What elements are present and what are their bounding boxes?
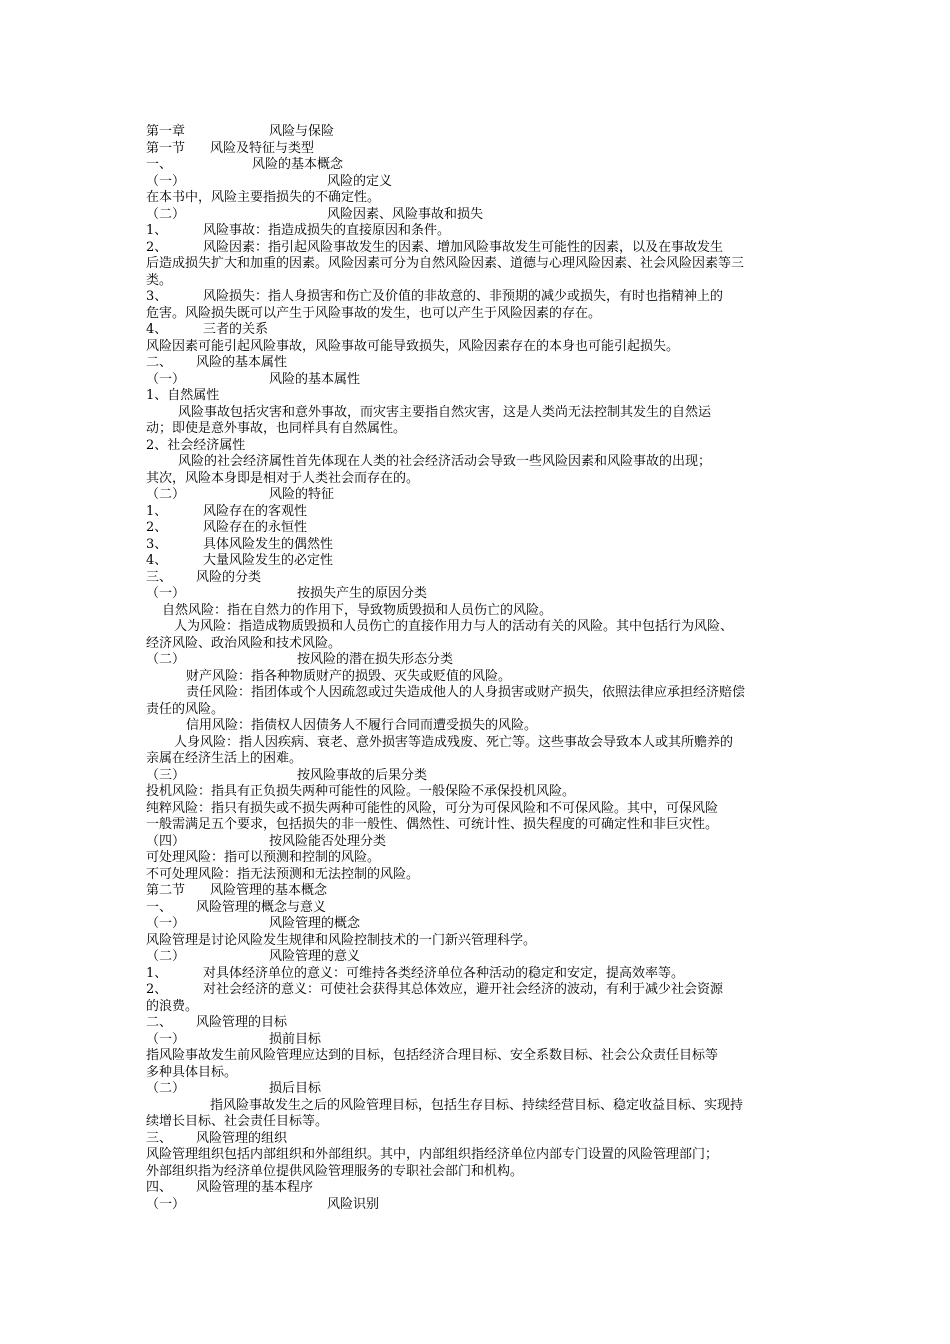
subheading: 2、社会经济属性 [146,437,246,453]
list-item: 2、 风险存在的永恒性 [146,520,308,535]
list-item: 3、 具体风险发生的偶然性 [146,536,334,552]
heading-level-1: 三、 风险的分类 [146,569,262,585]
paragraph: 人为风险：指造成物质毁损和人员伤亡的直接作用力与人的活动有关的风险。其中包括行为风险、 [174,619,734,634]
paragraph: 指风险事故发生之后的风险管理目标，包括生存目标、持续经营目标、稳定收益目标、实现持 [210,1097,744,1113]
paragraph: 指风险事故发生前风险管理应达到的目标，包括经济合理目标、安全系数目标、社会公众责任目标等 [146,1048,719,1063]
heading-level-2: （一） 风险的定义 [146,173,393,189]
paragraph: 可处理风险：指可以预测和控制的风险。 [146,850,381,865]
paragraph-continued: 多种具体目标。 [146,1064,238,1080]
paragraph: 责任风险：指团体或个人因疏忽或过失造成他人的人身损害或财产损失，依照法律应承担经济赔偿 [186,685,746,700]
heading-level-1: 二、 风险管理的目标 [146,1015,288,1030]
paragraph-continued: 亲属在经济生活上的困难。 [146,751,303,766]
paragraph: 不可处理风险：指无法预测和无法控制的风险。 [146,866,420,882]
paragraph: 纯粹风险：指只有损失或不损失两种可能性的风险，可分为可保风险和不可保风险。其中，可保风险 [146,800,719,816]
heading-level-2: （四） 按风险能否处理分类 [146,833,387,849]
list-item: 1、 风险事故：指造成损失的直接原因和条件。 [146,223,451,238]
heading-level-1: 一、 风险管理的概念与意义 [146,899,327,915]
heading-level-2: （一） 风险管理的概念 [146,916,361,931]
list-item: 1、 对具体经济单位的意义：可维持各类经济单位各种活动的稳定和安定，提高效率等。 [146,965,685,981]
paragraph-continued: 其次，风险本身即是相对于人类社会而存在的。 [146,470,420,486]
heading-level-1: 一、 风险的基本概念 [146,157,344,172]
paragraph: 风险因素可能引起风险事故，风险事故可能导致损失，风险因素存在的本身也可能引起损失。 [146,338,680,354]
heading-level-1: 二、 风险的基本属性 [146,355,288,370]
list-item-continued: 危害。风险损失既可以产生于风险事故的发生，也可以产生于风险因素的存在。 [146,305,602,321]
section-heading: 第一节 风险及特征与类型 [146,140,315,156]
list-item: 3、 风险损失：指人身损害和伤亡及价值的非故意的、非预期的减少或损失，有时也指精神上的 [146,289,724,304]
list-item-continued: 后造成损失扩大和加重的因素。风险因素可分为自然风险因素、道德与心理风险因素、社会风险因素等三 [146,256,745,271]
paragraph: 信用风险：指债权人因债务人不履行合同而遭受损失的风险。 [186,718,538,733]
paragraph: 投机风险：指具有正负损失两种可能性的风险。一般保险不承保投机风险。 [146,784,576,799]
paragraph: 财产风险：指各种物质财产的损毁、灭失或贬值的风险。 [186,668,512,684]
paragraph-continued: 动；即使是意外事故，也同样具有自然属性。 [146,421,407,436]
list-item: 4、 大量风险发生的必定性 [146,553,334,568]
list-item-continued: 类。 [146,272,173,288]
paragraph-continued: 外部组织指为经济单位提供风险管理服务的专职社会部门和机构。 [146,1163,524,1179]
list-item: 1、 风险存在的客观性 [146,503,308,519]
heading-level-2: （一） 风险的基本属性 [146,371,361,387]
heading-level-2: （二） 风险因素、风险事故和损失 [146,206,484,222]
paragraph-continued: 续增长目标、社会责任目标等。 [146,1114,329,1129]
paragraph-continued: 责任的风险。 [146,701,225,717]
list-item: 4、 三者的关系 [146,322,269,337]
list-item: 2、 对社会经济的意义：可使社会获得其总体效应，避开社会经济的波动，有利于减少社会资源 [146,982,724,997]
heading-level-2: （二） 损后目标 [146,1081,322,1096]
list-item: 2、 风险因素：指引起风险事故发生的因素、增加风险事故发生可能性的因素，以及在事故发生 [146,239,724,255]
paragraph: 风险事故包括灾害和意外事故，而灾害主要指自然灾害，这是人类尚无法控制其发生的自然运 [178,404,712,420]
paragraph-continued: 一般需满足五个要求，包括损失的非一般性、偶然性、可统计性、损失程度的可确定性和非巨灾性。 [146,817,719,832]
paragraph: 人身风险：指人因疾病、衰老、意外损害等造成残废、死亡等。这些事故会导致本人或其所赡养的 [174,734,734,750]
heading-level-2: （二） 风险的特征 [146,487,335,502]
paragraph: 风险管理组织包括内部组织和外部组织。其中，内部组织指经济单位内部专门设置的风险管理部门； [146,1147,719,1162]
heading-level-2: （一） 按损失产生的原因分类 [146,586,428,601]
heading-level-2: （二） 风险管理的意义 [146,949,361,964]
heading-level-2: （三） 按风险事故的后果分类 [146,767,428,783]
heading-level-2: （一） 风险识别 [146,1196,380,1212]
paragraph: 风险的社会经济属性首先体现在人类的社会经济活动会导致一些风险因素和风险事故的出现； [178,454,712,469]
list-item-continued: 的浪费。 [146,998,199,1014]
subheading: 1、自然属性 [146,388,220,403]
heading-level-2: （二） 按风险的潜在损失形态分类 [146,652,454,667]
paragraph: 风险管理是讨论风险发生规律和风险控制技术的一门新兴管理科学。 [146,932,537,948]
paragraph: 在本书中，风险主要指损失的不确定性。 [146,190,381,205]
section-heading: 第二节 风险管理的基本概念 [146,883,328,898]
chapter-heading: 第一章 风险与保险 [146,124,335,139]
heading-level-1: 三、 风险管理的组织 [146,1130,288,1146]
paragraph-continued: 经济风险、政治风险和技术风险。 [146,635,342,651]
heading-level-2: （一） 损前目标 [146,1031,322,1047]
paragraph: 自然风险：指在自然力的作用下，导致物质毁损和人员伤亡的风险。 [162,602,553,618]
heading-level-1: 四、 风险管理的基本程序 [146,1180,314,1195]
